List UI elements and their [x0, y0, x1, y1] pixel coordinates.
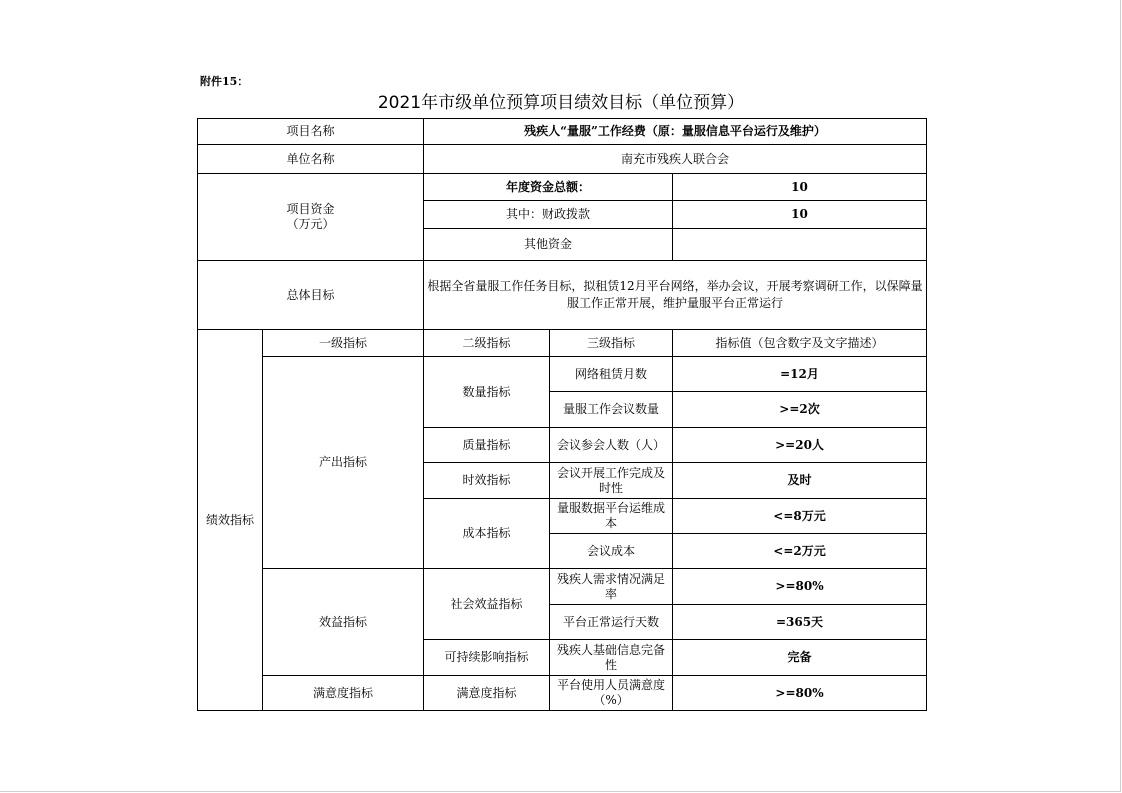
indicator-value: 及时 — [673, 463, 927, 499]
overall-goal-row — [198, 261, 927, 330]
indicator-name: 平台使用人员满意度（%） — [550, 676, 673, 711]
indicator-value: =12月 — [673, 357, 927, 392]
project-name-row — [198, 119, 927, 145]
other-funds-value — [673, 229, 927, 261]
overall-goal-value: 根据全省量服工作任务目标，拟租赁12月平台网络，举办会议，开展考察调研工作，以保障量服工作正常开展，维护量服平台正常运行 — [427, 279, 923, 310]
header-level3: 三级指标 — [550, 330, 673, 357]
overall-goal-cell — [424, 261, 927, 330]
attachment-label: 附件15： — [200, 75, 249, 88]
annual-total-value: 10 — [673, 174, 927, 201]
cost-indicator-label: 成本指标 — [424, 499, 550, 569]
overall-goal-label: 总体目标 — [198, 261, 424, 330]
output-indicator-label: 产出指标 — [263, 357, 424, 569]
funds-label-line2: （万元） — [286, 217, 335, 231]
unit-name-row — [198, 145, 927, 174]
other-funds-label: 其他资金 — [424, 229, 673, 261]
unit-name-value: 南充市残疾人联合会 — [424, 145, 927, 174]
indicator-name: 残疾人基础信息完备性 — [550, 640, 673, 676]
indicator-value: >=80% — [673, 569, 927, 605]
quality-indicator-label: 质量指标 — [424, 428, 550, 463]
indicator-value: <=8万元 — [673, 499, 927, 534]
benefit-indicator-label: 效益指标 — [263, 569, 424, 676]
annual-total-label: 年度资金总额： — [424, 174, 673, 201]
indicator-header-row — [198, 330, 927, 357]
header-level2: 二级指标 — [424, 330, 550, 357]
table-row — [198, 569, 927, 605]
fiscal-label: 其中：财政拨款 — [424, 201, 673, 229]
indicator-name: 网络租赁月数 — [550, 357, 673, 392]
indicator-value: >=80% — [673, 676, 927, 711]
header-level1: 一级指标 — [263, 330, 424, 357]
satisfaction-level2-label: 满意度指标 — [424, 676, 550, 711]
performance-indicators-label: 绩效指标 — [198, 330, 263, 711]
page-title: 2021年市级单位预算项目绩效目标（单位预算） — [377, 93, 745, 113]
funds-label — [198, 174, 424, 261]
indicator-value: <=2万元 — [673, 534, 927, 569]
indicator-value: 完备 — [673, 640, 927, 676]
indicator-name: 残疾人需求情况满足率 — [550, 569, 673, 605]
funds-row-total — [198, 174, 927, 201]
indicator-name: 会议参会人数（人） — [550, 428, 673, 463]
indicator-name: 平台正常运行天数 — [550, 605, 673, 640]
project-name-label: 项目名称 — [198, 119, 424, 145]
sustainable-impact-label: 可持续影响指标 — [424, 640, 550, 676]
project-name-value: 残疾人“量服”工作经费（原：量服信息平台运行及维护） — [424, 119, 927, 145]
table-row — [198, 676, 927, 711]
timeliness-indicator-label: 时效指标 — [424, 463, 550, 499]
indicator-name: 量服数据平台运维成本 — [550, 499, 673, 534]
unit-name-label: 单位名称 — [198, 145, 424, 174]
header-value: 指标值（包含数字及文字描述） — [673, 330, 927, 357]
funds-label-line1: 项目资金 — [286, 202, 335, 216]
indicator-value: >=20人 — [673, 428, 927, 463]
indicator-value: =365天 — [673, 605, 927, 640]
satisfaction-indicator-label: 满意度指标 — [263, 676, 424, 711]
indicator-name: 会议开展工作完成及时性 — [550, 463, 673, 499]
fiscal-value: 10 — [673, 201, 927, 229]
indicator-name: 会议成本 — [550, 534, 673, 569]
social-benefit-label: 社会效益指标 — [424, 569, 550, 640]
quantity-indicator-label: 数量指标 — [424, 357, 550, 428]
table-row — [198, 357, 927, 392]
indicator-value: >=2次 — [673, 392, 927, 428]
performance-target-table — [197, 118, 927, 711]
indicator-name: 量服工作会议数量 — [550, 392, 673, 428]
